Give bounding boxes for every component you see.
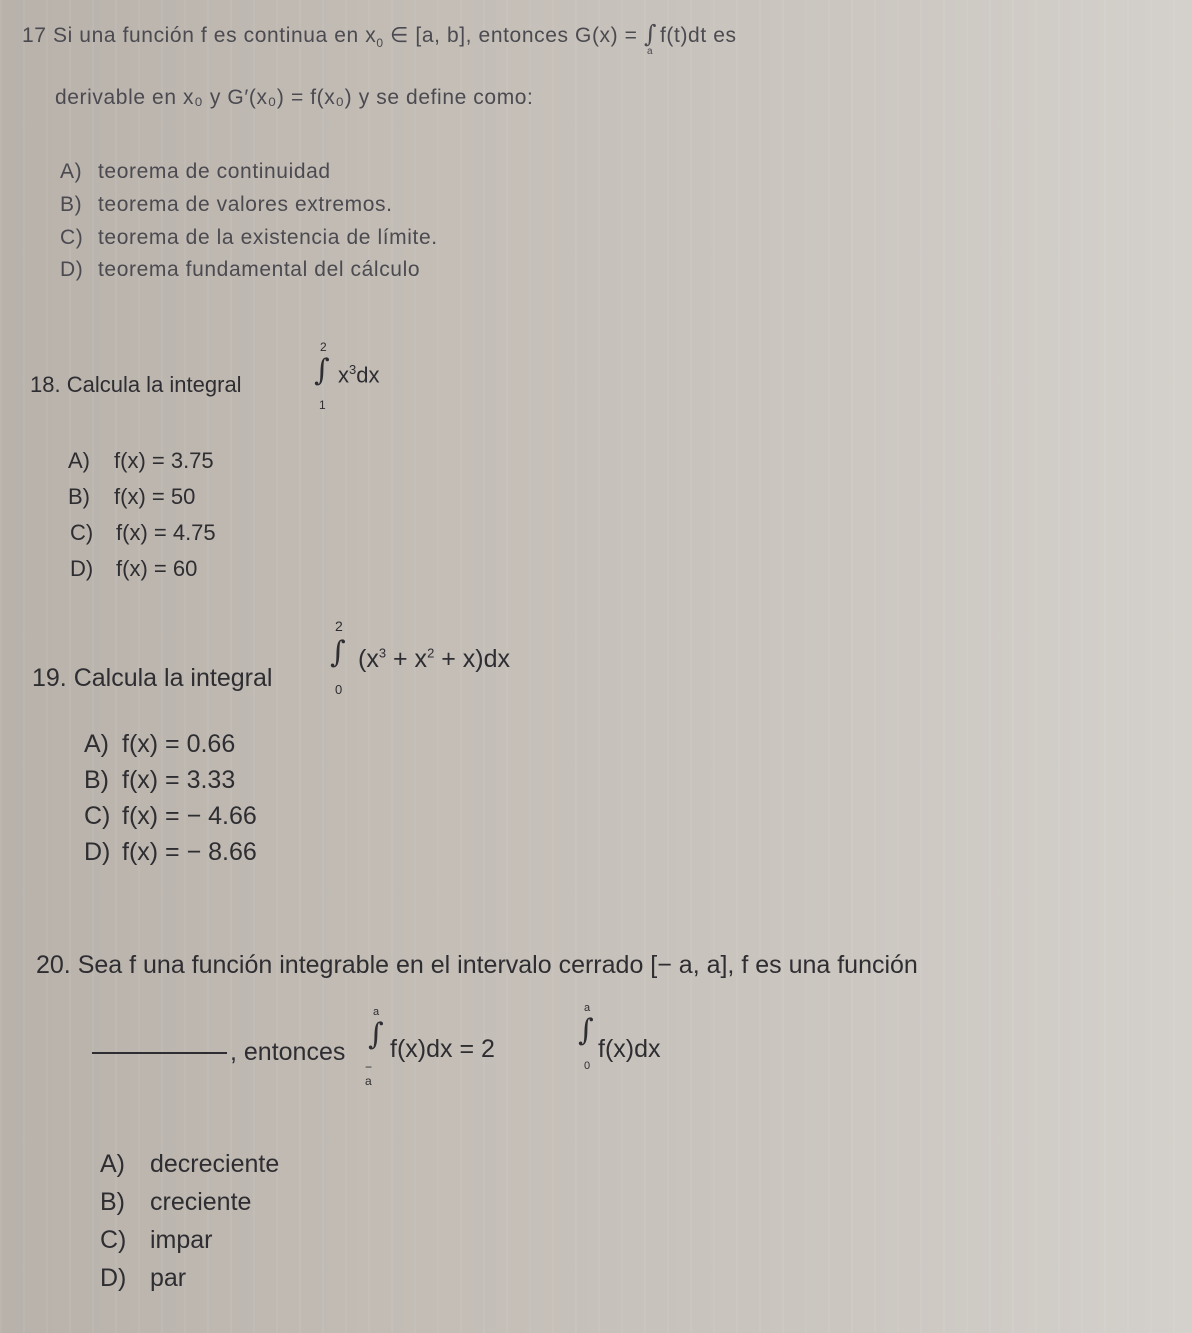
option-label: B) [60, 193, 83, 216]
integrand-part: + x)dx [434, 645, 511, 673]
q17-line1 [22, 20, 737, 57]
integrand-base: x [338, 362, 349, 388]
integral-sign: ∫ [314, 353, 330, 388]
q20-entonces: , entonces [230, 1038, 346, 1066]
q18-upper-limit: 2 [320, 340, 327, 354]
option-label: D) [84, 838, 111, 866]
q17-text-end: es [706, 24, 737, 47]
q20-expression-2: f(x)dx [598, 1035, 661, 1063]
q18-option-b [68, 484, 195, 510]
q20-upper-limit-1: a [373, 1006, 380, 1018]
integrand-part: (x [358, 645, 379, 673]
option-text: f(x) = 3.75 [114, 448, 214, 473]
option-text: f(x) = 50 [114, 484, 196, 509]
option-text: f(x) = − 4.66 [122, 802, 257, 830]
q18-prompt: 18. Calcula la integral [30, 372, 242, 397]
option-label: A) [68, 448, 90, 473]
option-label: D) [70, 556, 94, 581]
q17-lower-limit: a [647, 46, 654, 57]
q17-x0-subscript: 0 [376, 36, 384, 51]
option-label: A) [100, 1150, 125, 1178]
option-text: f(x) = − 8.66 [122, 838, 257, 866]
option-text: f(x) = 60 [116, 556, 198, 581]
q19-upper-limit: 2 [335, 618, 343, 634]
integral-sign: ∫ [330, 635, 346, 670]
q17-text-start: 17 Si una función f es continua en x [22, 24, 377, 47]
q17-option-d [60, 258, 420, 282]
option-text: teorema de continuidad [98, 160, 331, 183]
q20-option-b [100, 1188, 251, 1217]
q17-integral: ∫ a [644, 20, 658, 57]
q17-option-c [60, 226, 438, 250]
option-text: impar [150, 1226, 213, 1254]
q20-prompt: 20. Sea f una función integrable en el intervalo cerrado [− a, a], f es una función [36, 951, 918, 979]
q17-option-a [60, 160, 331, 184]
q19-prompt: 19. Calcula la integral [32, 664, 273, 692]
option-text: creciente [150, 1188, 252, 1216]
option-label: C) [84, 802, 111, 830]
q19-integrand [358, 645, 510, 674]
integrand-exponent: 3 [349, 362, 357, 377]
option-text: teorema de valores extremos. [98, 193, 393, 216]
option-text: f(x) = 0.66 [122, 730, 236, 758]
q17-option-b [60, 193, 393, 217]
option-label: B) [100, 1188, 125, 1216]
option-text: f(x) = 4.75 [116, 520, 216, 545]
integral-sign: ∫ [578, 1013, 594, 1048]
q17-g-expression: G(x) = [575, 24, 638, 47]
option-label: D) [100, 1264, 127, 1292]
option-text: teorema de la existencia de límite. [98, 226, 438, 249]
q20-option-d [100, 1264, 186, 1293]
option-label: C) [60, 226, 84, 249]
option-label: C) [100, 1226, 127, 1254]
q19-option-b [84, 766, 235, 795]
integrand-part: + x [386, 645, 428, 673]
option-label: A) [60, 160, 83, 183]
option-label: C) [70, 520, 94, 545]
q17-integrand: f(t)dt [660, 24, 707, 47]
integrand-dx: dx [356, 362, 380, 388]
integrand-exponent: 2 [427, 645, 435, 661]
option-label: A) [84, 730, 109, 758]
q18-option-d [70, 556, 197, 582]
q18-option-c [70, 520, 216, 546]
q20-upper-limit-2: a [584, 1002, 591, 1014]
q18-integrand [338, 362, 379, 388]
q20-lower-limit-1: − a [365, 1060, 373, 1088]
option-text: teorema fundamental del cálculo [98, 258, 421, 281]
q20-option-c [100, 1226, 213, 1255]
option-text: f(x) = 3.33 [122, 766, 236, 794]
integral-sign: ∫ [368, 1017, 384, 1052]
q20-answer-blank [92, 1032, 227, 1061]
integrand-exponent: 3 [378, 645, 387, 661]
q17-text-mid: ∈ [a, b], entonces [383, 24, 576, 47]
q17-line2: derivable en x₀ y G′(x₀) = f(x₀) y se define como: [55, 86, 534, 109]
option-label: D) [60, 258, 84, 281]
q19-option-a [84, 730, 235, 759]
q20-lower-limit-2: 0 [584, 1060, 591, 1072]
q20-expression-1: f(x)dx = 2 [390, 1035, 495, 1063]
q19-option-c [84, 802, 257, 831]
option-text: par [150, 1264, 187, 1292]
q19-lower-limit: 0 [335, 682, 343, 697]
q18-lower-limit: 1 [319, 398, 326, 412]
option-text: decreciente [150, 1150, 280, 1178]
option-label: B) [68, 484, 90, 509]
q19-option-d [84, 838, 257, 867]
q18-option-a [68, 448, 214, 474]
blank-line [92, 1051, 227, 1054]
option-label: B) [84, 766, 109, 794]
q20-option-a [100, 1150, 279, 1179]
